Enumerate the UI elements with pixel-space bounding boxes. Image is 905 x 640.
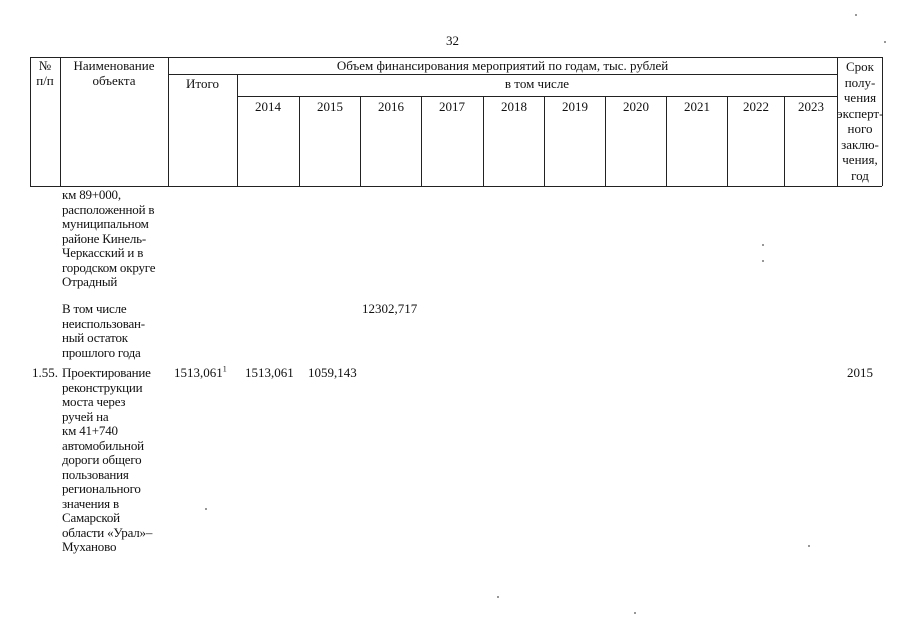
header-year-2019: 2019 [562,99,588,114]
header-year-2017: 2017 [439,99,465,114]
header-year-2015: 2015 [317,99,343,114]
header-line-1 [168,74,837,75]
header-year-2021: 2021 [684,99,710,114]
header-including: в том числе [504,76,570,91]
row-155-num: 1.55. [32,365,58,380]
row-155-total-value: 1513,061 [174,365,223,380]
scan-speck [634,612,636,614]
header-year-2022: 2022 [743,99,769,114]
header-num: № п/п [36,58,54,88]
row-unused-2016: 12302,717 [362,301,418,316]
row-155-2014: 1513,061 [245,365,294,380]
row-unused-name: В том числе неиспользован- ный остаток прошлого года [62,301,145,360]
scan-speck [205,508,207,510]
scan-speck [808,545,810,547]
header-year-2018: 2018 [501,99,527,114]
header-bottom-border [30,186,882,187]
header-line-2 [237,96,837,97]
row-continuation-name: км 89+000, расположенной в муниципальном районе Кинель- Черкасский и в городском округе Отрадный [62,187,156,289]
header-year-2014: 2014 [255,99,281,114]
row-155-deadline: 2015 [847,365,873,380]
row-155-total-footnote: 1 [222,364,227,374]
scan-speck [762,244,764,246]
header-funding: Объем финансирования мероприятий по годам, тыс. рублей [336,58,669,73]
scan-speck [762,260,764,262]
row-155-name: Проектирование реконструкции моста через ручей на км 41+740 автомобильной дороги общего пользования регионального значения в Самарской области «Урал»– Муханово [62,365,153,554]
page-number: 32 [446,33,459,48]
header-total: Итого [186,76,219,91]
header-name: Наименование объекта [73,58,155,88]
header-year-2023: 2023 [798,99,824,114]
row-155-2015: 1059,143 [308,365,357,380]
scan-speck [884,41,886,43]
header-year-2020: 2020 [623,99,649,114]
header-deadline: Срок полу- чения эксперт- ного заклю- чения, год [837,59,884,183]
header-year-2016: 2016 [378,99,404,114]
scan-speck [855,14,857,16]
row-155-total [174,366,227,381]
scan-speck [497,596,499,598]
